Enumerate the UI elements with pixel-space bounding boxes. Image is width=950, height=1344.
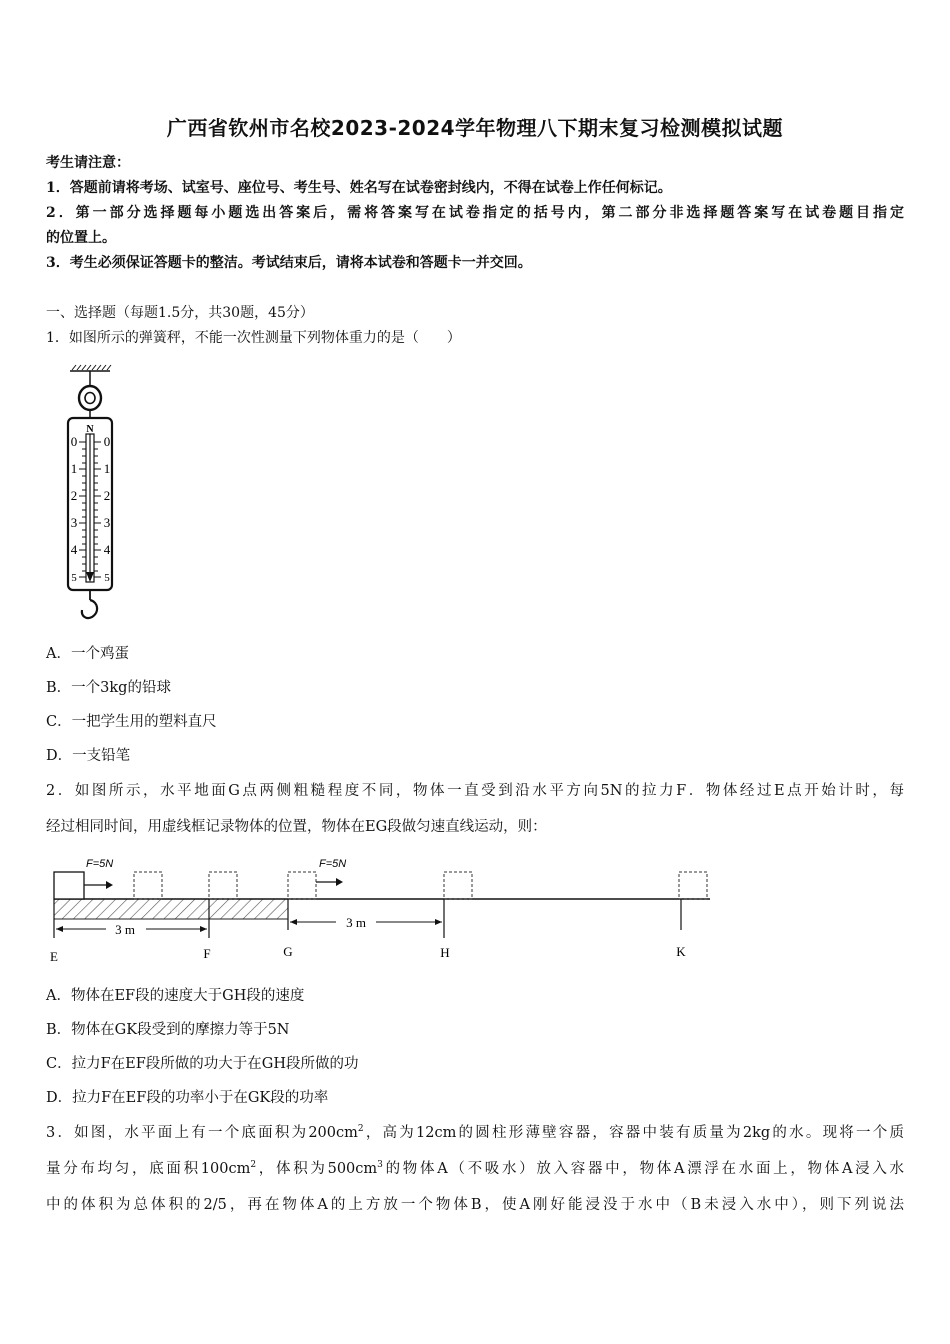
q3-text: ，体积为500cm [256, 1161, 378, 1177]
point-label-e: E [50, 949, 58, 964]
dashed-position-box [209, 872, 237, 899]
force-arrow-icon [106, 881, 113, 889]
section-heading: 一、选择题（每题1.5分，共30题，45分） [46, 305, 314, 321]
block-solid [54, 872, 84, 899]
q3-text: 的物体A（不吸水）放入容器中，物体A漂浮在水面上，物体A浸入水 [382, 1161, 905, 1177]
notice-item: 3．考生必须保证答题卡的整洁。考试结束后，请将本试卷和答题卡一并交回。 [46, 255, 532, 271]
q1-option-d: D．一支铅笔 [46, 748, 131, 764]
point-label-f: F [203, 946, 211, 961]
distance-label-gh: 3 m [346, 915, 366, 930]
q2-option-d: D．拉力F在EF段的功率小于在GK段的功率 [46, 1090, 329, 1106]
distance-label-ef: 3 m [115, 922, 135, 937]
dashed-position-box [134, 872, 162, 899]
q2-option-b: B．物体在GK段受到的摩擦力等于5N [46, 1022, 290, 1038]
tick-label: 1 [70, 461, 78, 476]
scale-unit-label: N [86, 424, 94, 435]
question-2-stem-line1: 2．如图所示，水平地面G点两侧粗糙程度不同，物体一直受到沿水平方向5N的拉力F．物体经过E点开始计时，每 [46, 783, 904, 799]
hanging-ring [79, 386, 101, 410]
tick-label: 1 [103, 461, 111, 476]
force-label-2: F=5N [319, 858, 347, 870]
force-arrow-icon [336, 878, 343, 886]
q3-text: 量分布均匀，底面积100cm [46, 1161, 251, 1177]
tick-label: 3 [103, 515, 111, 530]
notice-item: 2．第一部分选择题每小题选出答案后，需将答案写在试卷指定的括号内，第二部分非选择题答案写在试卷题目指定 [46, 205, 904, 221]
tick-label: 5 [71, 572, 77, 584]
q3-sup: 2 [250, 1160, 257, 1171]
point-label-k: K [676, 944, 686, 959]
point-label-h: H [440, 945, 450, 960]
hook-icon [82, 600, 97, 618]
q1-option-b: B．一个3kg的铅球 [46, 680, 171, 696]
question-3-line3: 中的体积为总体积的2/5，再在物体A的上方放一个物体B，使A刚好能浸没于水中（B未浸入水中），则下列说法 [46, 1197, 904, 1213]
page-title: 广西省钦州市名校2023-2024学年物理八下期末复习检测模拟试题 [166, 116, 784, 140]
q3-text: ，高为12cm的圆柱形薄壁容器，容器中装有质量为2kg的水。现将一个质 [363, 1125, 904, 1141]
notice-heading: 考生请注意： [46, 155, 130, 171]
q3-sup: 2 [357, 1124, 364, 1135]
q3-sup: 3 [377, 1160, 383, 1171]
tick-label: 4 [103, 542, 111, 557]
dashed-position-box [679, 872, 707, 899]
question-3-line2 [46, 1157, 904, 1178]
tick-label: 2 [103, 488, 111, 503]
q1-option-a: A．一个鸡蛋 [46, 646, 129, 662]
notice-item: 的位置上。 [46, 230, 116, 246]
ceiling-hatch [70, 365, 111, 371]
q2-option-c: C．拉力F在EF段所做的功大于在GH段所做的功 [46, 1056, 359, 1072]
q1-option-c: C．一把学生用的塑料直尺 [46, 714, 217, 730]
tick-label: 0 [70, 434, 78, 449]
rough-surface [54, 899, 288, 919]
question-1-stem: 1．如图所示的弹簧秤，不能一次性测量下列物体重力的是（ ） [46, 330, 461, 346]
tick-label: 0 [103, 434, 111, 449]
tick-label: 3 [70, 515, 78, 530]
q2-option-a: A．物体在EF段的速度大于GH段的速度 [46, 988, 305, 1004]
spring-scale-figure [60, 360, 130, 625]
dashed-position-box [444, 872, 472, 899]
tick-label: 5 [104, 572, 110, 584]
dashed-position-box [288, 872, 316, 899]
motion-diagram [40, 850, 730, 970]
notice-item: 1．答题前请将考场、试室号、座位号、考生号、姓名写在试卷密封线内，不得在试卷上作任何标记。 [46, 180, 672, 196]
question-3-line1 [46, 1121, 904, 1142]
question-2-stem-line2: 经过相同时间，用虚线框记录物体的位置，物体在EG段做匀速直线运动，则： [46, 819, 547, 835]
force-label-1: F=5N [86, 858, 114, 870]
q3-text: 3．如图，水平面上有一个底面积为200cm [46, 1125, 358, 1141]
tick-label: 4 [70, 542, 78, 557]
tick-label: 2 [70, 488, 78, 503]
point-label-g: G [283, 944, 293, 959]
